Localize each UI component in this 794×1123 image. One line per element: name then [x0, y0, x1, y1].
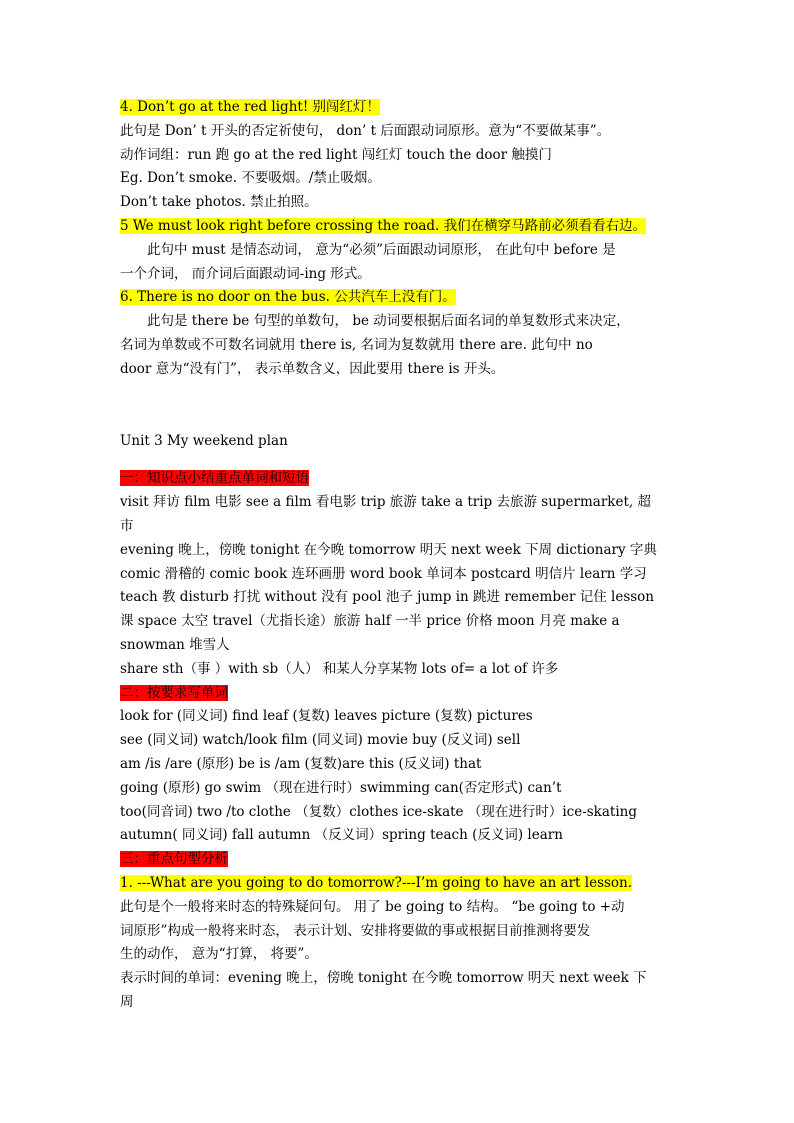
item5-title: 5 We must look right before crossing the road. 我们在横穿马路前必须看看右边。 — [120, 217, 647, 234]
sentence-1-line-3: 生的动作， 意为“打算， 将要”。 — [120, 946, 318, 963]
sentence-1-line-2: 词原形”构成一般将来时态， 表示计划、安排将要做的事或根据目前推测将要发 — [120, 922, 591, 939]
words-line-2: see (同义词) watch/look film (同义词) movie buy (反义词) sell — [120, 732, 521, 749]
item6-title: 6. There is no door on the bus. 公共汽车上没有门。 — [120, 289, 456, 306]
item4-explanation-line-2: 动作词组：run 跑 go at the red light 闯红灯 touch the door 触摸门 — [120, 146, 552, 163]
vocab-line-7: snowman 堆雪人 — [120, 636, 230, 653]
vocab-line-6: 课 space 太空 travel（尤指长途）旅游 half 一半 price 价格 moon 月亮 make a — [120, 613, 620, 630]
words-line-3: am /is /are (原形) be is /am (复数)are this (反义词) that — [120, 755, 482, 772]
item5-block — [120, 215, 680, 239]
vocab-line-8: share sth（事 ）with sb（人） 和某人分享某物 lots of= a lot of 许多 — [120, 660, 559, 677]
item5-explanation-line-1: 此句中 must 是情态动词， 意为“必须”后面跟动词原形， 在此句中 before 是 — [147, 241, 616, 258]
words-line-6: autumn( 同义词) fall autumn （反义词）spring teach (反义词) learn — [120, 827, 563, 844]
item4-block — [120, 96, 680, 120]
vocab-line-1: visit 拜访 film 电影 see a film 看电影 trip 旅游 take a trip 去旅游 supermarket, 超 — [120, 494, 651, 511]
heading-2-block — [120, 682, 680, 706]
item6-block — [120, 286, 680, 310]
item6-explanation-line-2: 名词为单数或不可数名词就用 there is, 名词为复数就用 there are. 此句中 no — [120, 336, 593, 353]
item4-title: 4. Don’t go at the red light! 别闯红灯！ — [120, 99, 381, 115]
heading-sentence-analysis: 三：重点句型分析 — [120, 851, 228, 868]
item5-explanation-line-2: 一个介词， 而介词后面跟动词-ing 形式。 — [120, 265, 371, 282]
sentence-1-line-5: 周 — [120, 993, 134, 1010]
item4-example-line-1: Eg. Don’t smoke. 不要吸烟。/禁止吸烟。 — [120, 170, 381, 187]
words-line-1: look for (同义词) find leaf (复数) leaves picture (复数) pictures — [120, 708, 533, 725]
vocab-line-2: 市 — [120, 517, 134, 534]
item6-explanation-line-3: door 意为“没有门”， 表示单数含义，因此要用 there is 开头。 — [120, 360, 505, 377]
item6-explanation-line-1: 此句是 there be 句型的单数句， be 动词要根据后面名词的单复数形式来决定， — [147, 313, 630, 330]
unit-title: Unit 3 My weekend plan — [120, 432, 288, 449]
document-page — [120, 96, 680, 1015]
vocab-line-4: comic 滑稽的 comic book 连环画册 word book 单词本 postcard 明信片 learn 学习 — [120, 565, 647, 582]
heading-write-words: 二：按要求写单词 — [120, 684, 228, 701]
words-line-5: too(同音词) two /to clothe （复数）clothes ice-skate （现在进行时）ice-skating — [120, 803, 637, 820]
item4-explanation-line-1: 此句是 Don’ t 开头的否定祈使句， don’ t 后面跟动词原形。意为“不要做某事”。 — [120, 122, 611, 139]
heading-knowledge-summary: 一：知识点小结重点单词和短语 — [120, 470, 309, 487]
item4-example-line-2: Don’t take photos. 禁止拍照。 — [120, 194, 318, 211]
blank-space — [120, 382, 680, 430]
sentence-1-block — [120, 872, 680, 896]
words-line-4: going (原形) go swim （现在进行时）swimming can(否定形式) can’t — [120, 779, 562, 796]
sentence-1-line-4: 表示时间的单词：evening 晚上，傍晚 tonight 在今晚 tomorrow 明天 next week 下 — [120, 970, 647, 987]
sentence-1-title: 1. ---What are you going to do tomorrow?---I’m going to have an art lesson. — [120, 874, 633, 891]
sentence-1-line-1: 此句是个一般将来时态的特殊疑问句。 用了 be going to 结构。 “be going to +动 — [120, 898, 625, 915]
vocab-line-5: teach 教 disturb 打扰 without 没有 pool 池子 jump in 跳进 remember 记住 lesson — [120, 589, 655, 606]
heading-3-block — [120, 848, 680, 872]
heading-1-block — [120, 467, 680, 491]
vocab-line-3: evening 晚上，傍晚 tonight 在今晚 tomorrow 明天 next week 下周 dictionary 字典 — [120, 541, 657, 558]
